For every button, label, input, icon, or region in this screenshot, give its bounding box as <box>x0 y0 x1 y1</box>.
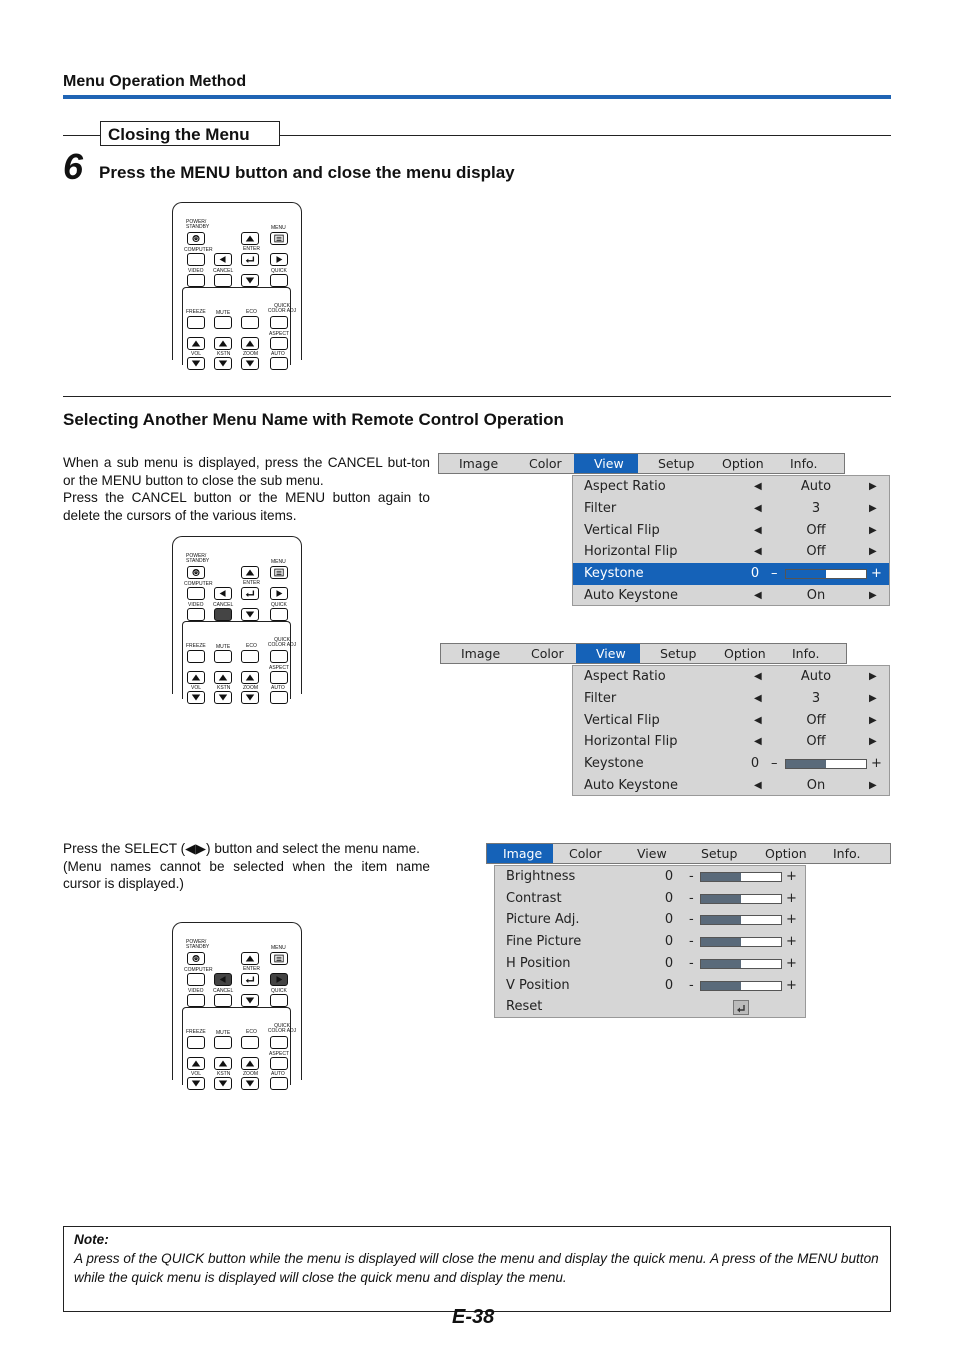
enter-button[interactable] <box>241 253 259 266</box>
vol-label: VOL <box>191 351 202 357</box>
menu-item-value: On <box>806 588 826 603</box>
power-label: POWER/ STANDBY <box>186 553 210 564</box>
menu-item-label: Keystone <box>584 566 644 582</box>
kstn-label: KSTN <box>217 1071 231 1077</box>
power-label: POWER/ STANDBY <box>186 219 210 230</box>
minus-sign: - <box>689 869 694 884</box>
enter-button[interactable] <box>241 973 259 986</box>
right-arrow-icon[interactable]: ▶ <box>869 671 877 682</box>
adjust-bar[interactable] <box>700 959 782 969</box>
cancel-button[interactable] <box>214 994 232 1007</box>
menu-row-aspect-ratio[interactable] <box>573 666 889 688</box>
quick-label: QUICK <box>271 988 287 994</box>
menu-item-value: 3 <box>811 500 821 516</box>
menu-tab-option[interactable]: Option <box>724 646 766 661</box>
instruction-paragraph-1 <box>63 454 430 524</box>
zoom-down-button[interactable] <box>241 691 259 704</box>
left-arrow-icon[interactable]: ◀ <box>754 780 762 791</box>
menu-item-value: 0 <box>664 934 674 950</box>
right-arrow-icon[interactable]: ▶ <box>869 590 877 601</box>
menu-item-value: Off <box>806 734 826 750</box>
section-heading: Selecting Another Menu Name with Remote Control Operation <box>63 410 564 429</box>
right-arrow-icon[interactable]: ▶ <box>869 481 877 492</box>
menu-row-auto-keystone[interactable] <box>573 775 889 797</box>
zoom-label: ZOOM <box>243 1071 258 1077</box>
mute-label: MUTE <box>216 644 231 650</box>
vol-down-button[interactable] <box>187 357 205 370</box>
zoom-label: ZOOM <box>243 351 258 357</box>
menu-row-aspect-ratio[interactable] <box>573 476 889 498</box>
instruction-text-2a: Press the SELECT (◀▶) button and select the menu name. <box>63 841 420 856</box>
menu-tab-info[interactable]: Info. <box>833 846 861 861</box>
minus-sign: – <box>771 756 778 772</box>
menu-row-vertical-flip[interactable] <box>573 710 889 732</box>
menu-row-brightness[interactable] <box>495 866 805 888</box>
vol-down-button[interactable] <box>187 1077 205 1090</box>
menu-item-label: Horizontal Flip <box>584 544 678 560</box>
select-right-button[interactable] <box>270 587 288 600</box>
kstn-up-button[interactable] <box>214 337 232 350</box>
menu-tab-setup[interactable]: Setup <box>701 846 738 861</box>
freeze-label: FREEZE <box>186 309 206 315</box>
computer-label: COMPUTER <box>184 967 213 973</box>
cancel-label: CANCEL <box>213 268 234 274</box>
eco-label: ECO <box>246 1029 257 1035</box>
section-divider <box>63 396 891 397</box>
menu-tab-view[interactable]: View <box>637 846 667 861</box>
menu-item-value: 0 <box>664 869 674 884</box>
remote-control-1 <box>172 202 302 360</box>
zoom-up-button[interactable] <box>241 671 259 684</box>
computer-label: COMPUTER <box>184 581 213 587</box>
select-up-button[interactable] <box>241 952 259 965</box>
select-down-button[interactable] <box>241 994 259 1007</box>
select-left-button[interactable] <box>214 587 232 600</box>
right-arrow-icon[interactable]: ▶ <box>869 502 877 514</box>
enter-button[interactable] <box>241 587 259 600</box>
mute-button[interactable] <box>214 316 232 329</box>
menu-row-filter[interactable] <box>573 498 889 520</box>
left-arrow-icon[interactable]: ◀ <box>754 546 762 558</box>
power-button[interactable] <box>187 566 205 579</box>
kstn-down-button[interactable] <box>214 1077 232 1090</box>
left-arrow-icon[interactable]: ◀ <box>754 481 762 492</box>
computer-label: COMPUTER <box>184 247 213 253</box>
auto-label: AUTO <box>271 351 285 357</box>
adjust-bar[interactable] <box>700 981 782 991</box>
vol-up-button[interactable] <box>187 1057 205 1070</box>
kstn-up-button[interactable] <box>214 671 232 684</box>
auto-label: AUTO <box>271 1071 285 1077</box>
vol-down-button[interactable] <box>187 691 205 704</box>
select-left-button[interactable] <box>214 253 232 266</box>
select-down-button[interactable] <box>241 274 259 287</box>
plus-sign: + <box>786 934 797 950</box>
right-arrow-icon[interactable]: ▶ <box>869 714 877 726</box>
kstn-down-button[interactable] <box>214 357 232 370</box>
quick-color-button[interactable] <box>270 1036 288 1049</box>
left-arrow-icon[interactable]: ◀ <box>754 692 762 704</box>
menu-item-value: 0 <box>750 756 760 772</box>
power-label: POWER/ STANDBY <box>186 939 210 950</box>
note-box <box>63 1226 891 1312</box>
auto-button[interactable] <box>270 357 288 370</box>
menu-row-vertical-flip[interactable] <box>573 520 889 542</box>
zoom-up-button[interactable] <box>241 337 259 350</box>
freeze-button[interactable] <box>187 1036 205 1049</box>
instruction-text-2b: (Menu names cannot be selected when the item name cursor is displayed.) <box>63 858 430 892</box>
kstn-label: KSTN <box>217 351 231 357</box>
mute-button[interactable] <box>214 1036 232 1049</box>
plus-sign: + <box>871 756 882 772</box>
menu-row-picture-adj-[interactable] <box>495 909 805 931</box>
cancel-label: CANCEL <box>213 988 234 994</box>
quick-label: QUICK <box>271 268 287 274</box>
auto-button[interactable] <box>270 691 288 704</box>
freeze-label: FREEZE <box>186 1029 206 1035</box>
quick-button[interactable] <box>270 608 288 621</box>
freeze-button[interactable] <box>187 650 205 663</box>
view-menu-selected <box>438 453 890 606</box>
vol-up-button[interactable] <box>187 337 205 350</box>
menu-tab-bar <box>440 643 847 664</box>
menu-row-fine-picture[interactable] <box>495 931 805 953</box>
left-arrow-icon[interactable]: ◀ <box>754 671 762 682</box>
aspect-label: ASPECT <box>269 665 290 671</box>
closing-title: Closing the Menu <box>100 121 280 146</box>
menu-row-auto-keystone[interactable] <box>573 585 889 607</box>
aspect-button[interactable] <box>270 337 288 350</box>
video-button[interactable] <box>187 994 205 1007</box>
plus-sign: + <box>871 566 882 582</box>
note-text: A press of the QUICK button while the menu is displayed will close the menu and display the quick menu. A press of the MENU button while the quick menu is displayed will close the quick menu and display the menu. <box>74 1251 879 1285</box>
menu-row-v-position[interactable] <box>495 975 805 997</box>
left-arrow-icon[interactable]: ◀ <box>754 502 762 514</box>
cancel-button[interactable] <box>214 274 232 287</box>
zoom-up-button[interactable] <box>241 1057 259 1070</box>
note-title: Note: <box>74 1232 109 1247</box>
menu-tab-image[interactable]: Image <box>461 646 501 661</box>
plus-sign: + <box>786 955 797 971</box>
instruction-text-1b: Press the CANCEL button or the MENU button again to delete the cursors of the various items. <box>63 490 430 523</box>
zoom-down-button[interactable] <box>241 357 259 370</box>
menu-label: MENU <box>271 945 286 951</box>
select-up-button[interactable] <box>241 232 259 245</box>
menu-row-contrast[interactable] <box>495 888 805 910</box>
menu-item-label: Brightness <box>506 869 576 884</box>
video-button[interactable] <box>187 274 205 287</box>
menu-label: MENU <box>271 559 286 565</box>
kstn-down-button[interactable] <box>214 691 232 704</box>
enter-label: ENTER <box>243 966 260 972</box>
vol-label: VOL <box>191 685 202 691</box>
minus-sign: - <box>689 977 694 993</box>
left-arrow-icon[interactable]: ◀ <box>754 736 762 748</box>
power-button[interactable] <box>187 952 205 965</box>
plus-sign: + <box>786 912 797 928</box>
mute-label: MUTE <box>216 310 231 316</box>
menu-item-label: Auto Keystone <box>584 588 678 603</box>
computer-button[interactable] <box>187 587 205 600</box>
kstn-label: KSTN <box>217 685 231 691</box>
video-label: VIDEO <box>188 602 204 608</box>
video-label: VIDEO <box>188 988 204 994</box>
video-label: VIDEO <box>188 268 204 274</box>
menu-tab-option[interactable]: Option <box>765 846 807 861</box>
enter-icon[interactable] <box>733 1000 749 1015</box>
left-arrow-icon[interactable]: ◀ <box>754 590 762 601</box>
menu-tab-image[interactable]: Image <box>487 844 553 863</box>
menu-row-keystone[interactable] <box>573 753 889 775</box>
menu-tab-bar <box>438 453 845 474</box>
menu-item-value: 0 <box>664 977 674 993</box>
eco-label: ECO <box>246 309 257 315</box>
vol-label: VOL <box>191 1071 202 1077</box>
video-button[interactable] <box>187 608 205 621</box>
menu-item-label: Horizontal Flip <box>584 734 678 750</box>
menu-item-value: Off <box>806 544 826 560</box>
minus-sign: - <box>689 890 694 906</box>
menu-item-label: Aspect Ratio <box>584 479 666 494</box>
quick-color-button[interactable] <box>270 650 288 663</box>
keystone-bar[interactable] <box>785 759 867 769</box>
menu-row-horizontal-flip[interactable] <box>573 731 889 753</box>
minus-sign: - <box>689 955 694 971</box>
menu-item-label: Filter <box>584 690 617 706</box>
aspect-button[interactable] <box>270 1057 288 1070</box>
quick-color-label: QUICK COLOR ADJ <box>267 637 297 648</box>
menu-item-value: Auto <box>800 669 832 684</box>
zoom-down-button[interactable] <box>241 1077 259 1090</box>
menu-tab-view[interactable]: View <box>574 454 638 473</box>
left-arrow-icon[interactable]: ◀ <box>754 524 762 536</box>
menu-label: MENU <box>271 225 286 231</box>
menu-item-value: Off <box>806 712 826 728</box>
instruction-text-1a: When a sub menu is displayed, press the CANCEL but-ton or the MENU button to close the sub menu. <box>63 455 430 488</box>
mute-button[interactable] <box>214 650 232 663</box>
select-down-button[interactable] <box>241 608 259 621</box>
quick-button[interactable] <box>270 994 288 1007</box>
view-menu-panel <box>572 665 890 796</box>
menu-row-h-position[interactable] <box>495 953 805 975</box>
zoom-label: ZOOM <box>243 685 258 691</box>
eco-button[interactable] <box>241 650 259 663</box>
image-menu-panel <box>494 865 806 1018</box>
freeze-button[interactable] <box>187 316 205 329</box>
adjust-bar[interactable] <box>700 937 782 947</box>
kstn-up-button[interactable] <box>214 1057 232 1070</box>
menu-tab-color[interactable]: Color <box>531 646 564 661</box>
right-arrow-icon[interactable]: ▶ <box>869 524 877 536</box>
eco-button[interactable] <box>241 1036 259 1049</box>
menu-tab-color[interactable]: Color <box>529 456 562 471</box>
menu-item-value: Off <box>806 522 826 538</box>
aspect-label: ASPECT <box>269 1051 290 1057</box>
vol-up-button[interactable] <box>187 671 205 684</box>
minus-sign: – <box>771 566 778 582</box>
menu-tab-image[interactable]: Image <box>459 456 499 471</box>
enter-label: ENTER <box>243 246 260 252</box>
menu-tab-option[interactable]: Option <box>722 456 764 471</box>
page-number: E-38 <box>452 1306 495 1328</box>
remote-control-2 <box>172 536 302 694</box>
computer-button[interactable] <box>187 253 205 266</box>
eco-label: ECO <box>246 643 257 649</box>
menu-item-value: Auto <box>800 479 832 494</box>
select-right-button[interactable] <box>270 253 288 266</box>
menu-item-value: On <box>806 778 826 793</box>
quick-color-label: QUICK COLOR ADJ <box>267 1023 297 1034</box>
menu-item-label: Reset <box>506 999 543 1015</box>
menu-button[interactable] <box>270 232 288 245</box>
menu-item-label: Vertical Flip <box>584 522 660 538</box>
select-left-button[interactable] <box>214 973 232 986</box>
minus-sign: - <box>689 934 694 950</box>
menu-tab-setup[interactable]: Setup <box>660 646 697 661</box>
menu-button[interactable] <box>270 566 288 579</box>
step-number: 6 <box>63 146 84 187</box>
plus-sign: + <box>786 869 797 884</box>
image-menu <box>486 843 891 1018</box>
right-arrow-icon[interactable]: ▶ <box>869 736 877 748</box>
keystone-bar[interactable] <box>785 569 867 579</box>
left-arrow-icon[interactable]: ◀ <box>754 714 762 726</box>
menu-item-label: Filter <box>584 500 617 516</box>
menu-item-value: 3 <box>811 690 821 706</box>
menu-row-reset[interactable] <box>495 996 805 1018</box>
plus-sign: + <box>786 890 797 906</box>
right-arrow-icon[interactable]: ▶ <box>869 546 877 558</box>
menu-item-label: V Position <box>506 977 570 993</box>
enter-label: ENTER <box>243 580 260 586</box>
menu-row-keystone[interactable] <box>573 563 889 585</box>
cancel-button[interactable] <box>214 608 232 621</box>
menu-row-horizontal-flip[interactable] <box>573 541 889 563</box>
quick-button[interactable] <box>270 274 288 287</box>
menu-button[interactable] <box>270 952 288 965</box>
computer-button[interactable] <box>187 973 205 986</box>
right-arrow-icon[interactable]: ▶ <box>869 692 877 704</box>
menu-tab-color[interactable]: Color <box>569 846 602 861</box>
menu-item-label: Keystone <box>584 756 644 772</box>
plus-sign: + <box>786 977 797 993</box>
menu-item-label: Auto Keystone <box>584 778 678 793</box>
quick-color-label: QUICK COLOR ADJ <box>267 303 297 314</box>
freeze-label: FREEZE <box>186 643 206 649</box>
adjust-bar[interactable] <box>700 894 782 904</box>
menu-tab-info[interactable]: Info. <box>790 456 818 471</box>
power-button[interactable] <box>187 232 205 245</box>
right-arrow-icon[interactable]: ▶ <box>869 780 877 791</box>
menu-tab-bar <box>486 843 891 864</box>
instruction-paragraph-2 <box>63 840 430 893</box>
adjust-bar[interactable] <box>700 915 782 925</box>
menu-row-filter[interactable] <box>573 688 889 710</box>
menu-item-label: Fine Picture <box>506 934 582 950</box>
cancel-label: CANCEL <box>213 602 234 608</box>
mute-label: MUTE <box>216 1030 231 1036</box>
select-up-button[interactable] <box>241 566 259 579</box>
header-rule <box>63 95 891 99</box>
step-text: Press the MENU button and close the menu display <box>99 163 515 182</box>
auto-button[interactable] <box>270 1077 288 1090</box>
auto-label: AUTO <box>271 685 285 691</box>
menu-item-label: H Position <box>506 955 571 971</box>
menu-tab-view[interactable]: View <box>576 644 640 663</box>
menu-tab-setup[interactable]: Setup <box>658 456 695 471</box>
menu-item-value: 0 <box>664 890 674 906</box>
menu-item-label: Picture Adj. <box>506 912 580 928</box>
remote-control-3 <box>172 922 302 1080</box>
menu-item-label: Vertical Flip <box>584 712 660 728</box>
eco-button[interactable] <box>241 316 259 329</box>
adjust-bar[interactable] <box>700 872 782 882</box>
select-right-button[interactable] <box>270 973 288 986</box>
minus-sign: - <box>689 912 694 928</box>
menu-item-value: 0 <box>664 912 674 928</box>
menu-item-value: 0 <box>750 566 760 582</box>
menu-item-label: Contrast <box>506 890 562 906</box>
view-menu-unselected <box>440 643 890 796</box>
aspect-button[interactable] <box>270 671 288 684</box>
view-menu-panel <box>572 475 890 606</box>
quick-color-button[interactable] <box>270 316 288 329</box>
quick-label: QUICK <box>271 602 287 608</box>
aspect-label: ASPECT <box>269 331 290 337</box>
menu-tab-info[interactable]: Info. <box>792 646 820 661</box>
section-title: Menu Operation Method <box>63 73 247 90</box>
menu-item-value: 0 <box>664 955 674 971</box>
menu-item-label: Aspect Ratio <box>584 669 666 684</box>
